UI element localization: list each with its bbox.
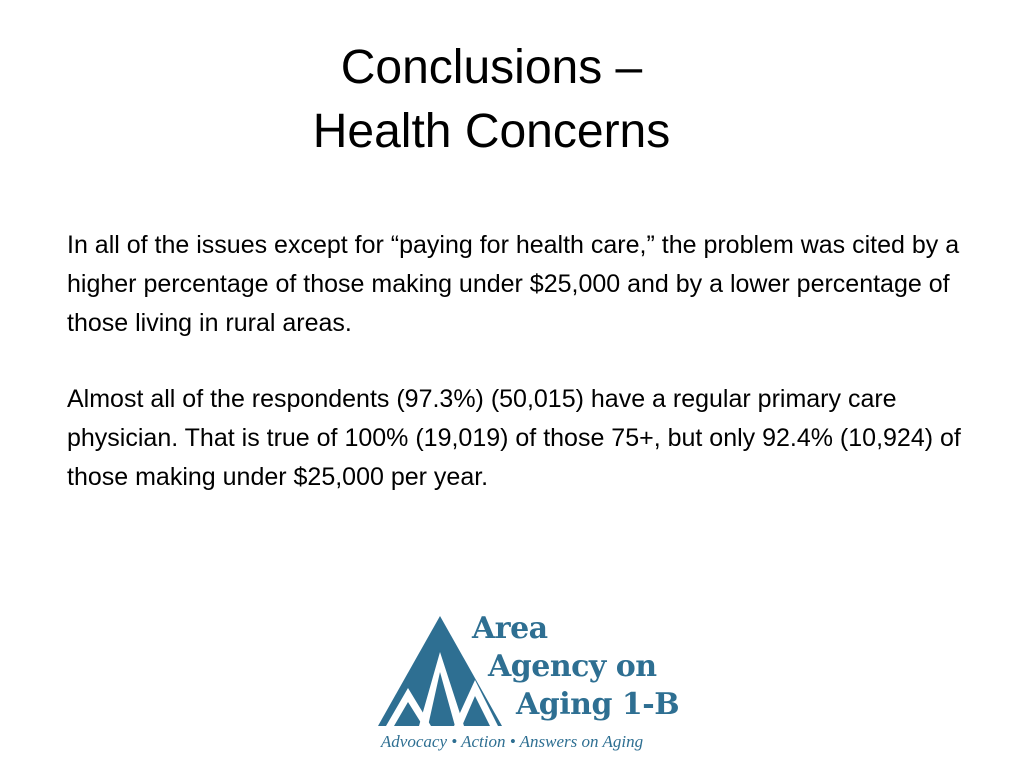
body-paragraph-1: In all of the issues except for “paying for health care,” the problem was cited by a higher percentage of those making under $25,000 and by a lower percentage of those living in rural areas. xyxy=(67,231,960,337)
area-agency-logo xyxy=(372,608,680,758)
logo-text-area: Area xyxy=(472,611,548,646)
logo-text-aging-1b: Aging 1-B xyxy=(516,687,680,722)
logo-text-agency-on: Agency on xyxy=(488,649,657,684)
body-paragraph-2: Almost all of the respondents (97.3%) (50,015) have a regular primary care physician. That is true of 100% (19,019) of those 75+, but only 92.4% (10,924) of those making under $25,000 per year. xyxy=(67,385,961,491)
logo-tagline: Advocacy • Action • Answers on Aging xyxy=(380,732,644,751)
title-line-2: Health Concerns xyxy=(312,105,671,158)
title-line-1: Conclusions – xyxy=(340,41,643,94)
slide-body xyxy=(67,226,982,497)
slide-title xyxy=(0,36,983,164)
